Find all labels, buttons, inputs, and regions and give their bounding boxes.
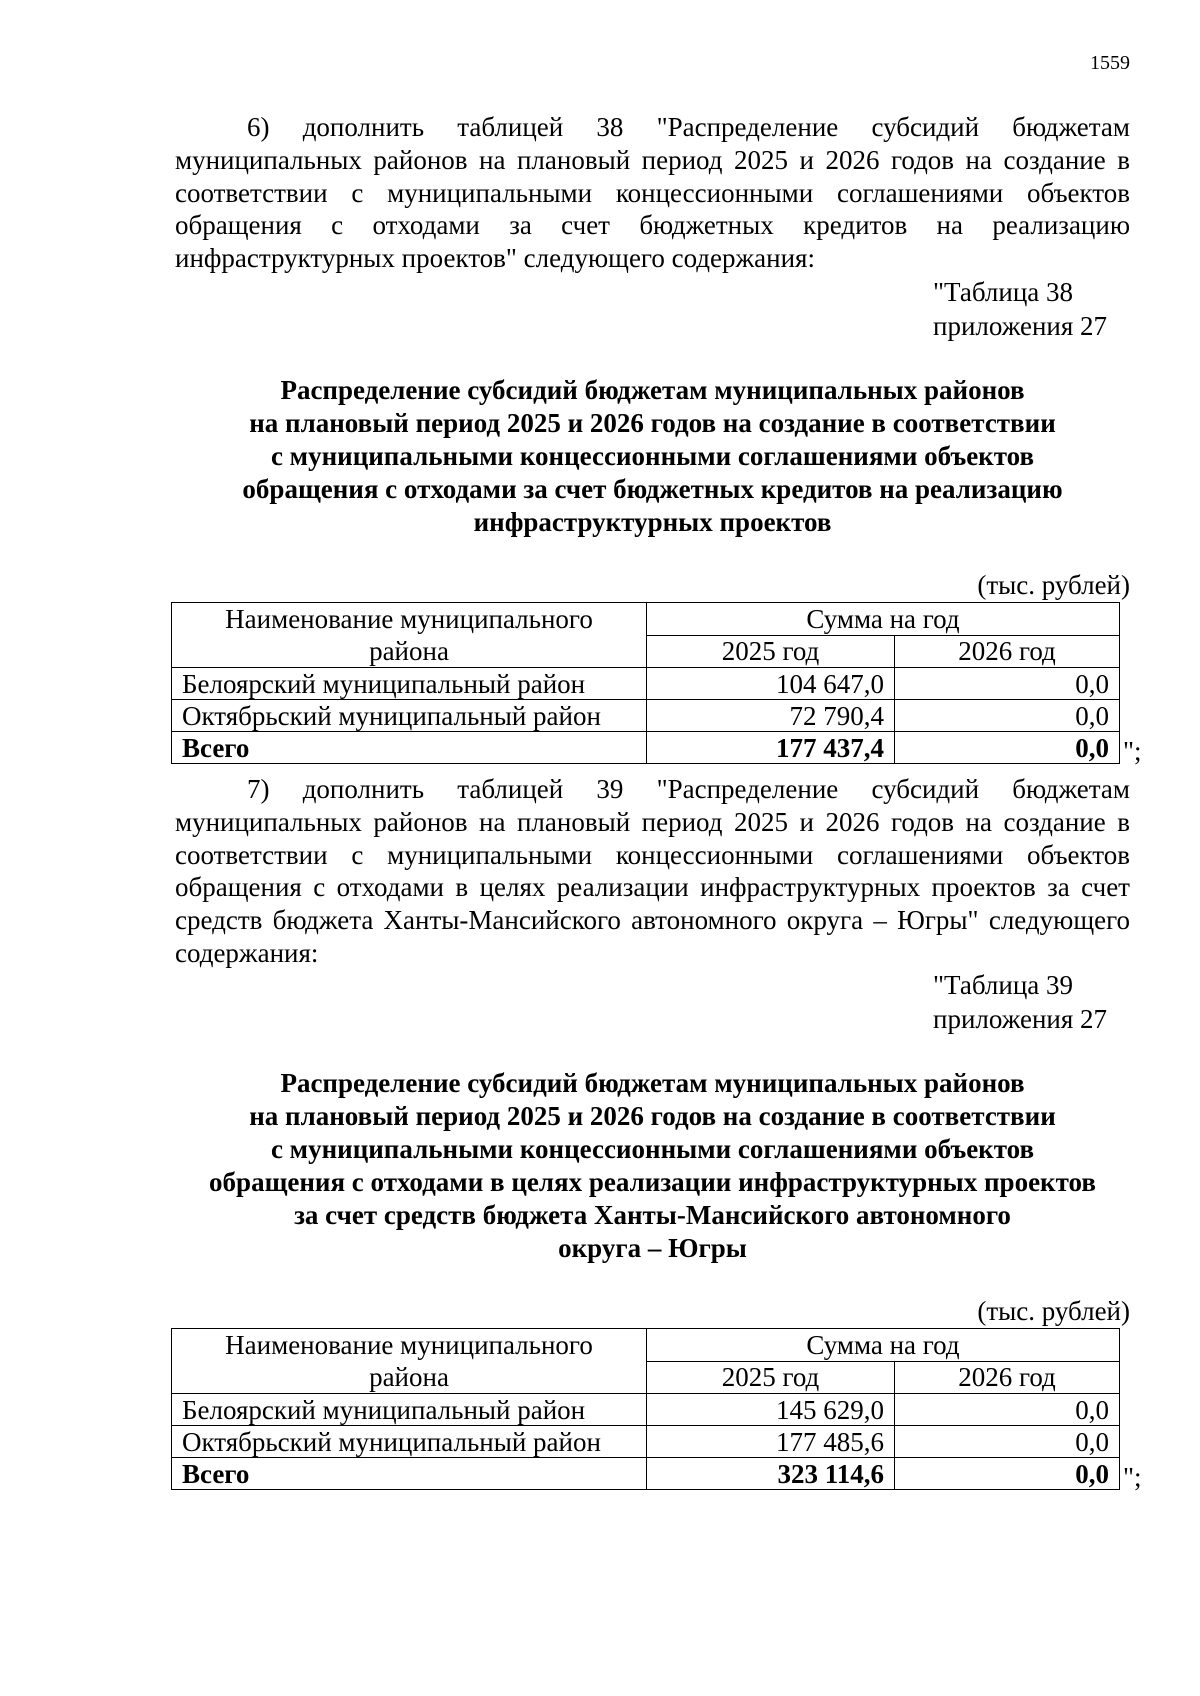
table-row bbox=[172, 1394, 1120, 1426]
district-name-cell: Белоярский муниципальный район bbox=[172, 1394, 647, 1426]
table38-title-line: Распределение субсидий бюджетам муниципальных районов bbox=[280, 375, 1025, 405]
table38-title-line: обращения с отходами за счет бюджетных кредитов на реализацию bbox=[242, 474, 1063, 504]
value-2026-cell: 0,0 bbox=[895, 668, 1120, 700]
item6-line: муниципальных районов на плановый период 2025 и 2026 годов на создание bbox=[175, 144, 1106, 175]
table-header-row bbox=[172, 603, 1120, 636]
table38-title-line: инфраструктурных проектов bbox=[473, 507, 832, 537]
item6-line: инфраструктурных проектов" следующего содержания: bbox=[175, 243, 815, 274]
table38-unit: (тыс. рублей) bbox=[977, 570, 1130, 600]
value-2026-cell: 0,0 bbox=[895, 700, 1120, 732]
district-name-cell: Октябрьский муниципальный район bbox=[172, 700, 647, 732]
item6-line: в соответствии с муниципальными концессионными соглашениями объектов bbox=[175, 144, 1130, 208]
table38-ref-line: приложения 27 bbox=[933, 311, 1108, 341]
table38-ref-line: "Таблица 38 bbox=[933, 277, 1073, 307]
page-number: 1559 bbox=[1090, 52, 1130, 74]
item7-line: следующего содержания: bbox=[175, 905, 1131, 968]
item7-line: в соответствии с муниципальными концессионными соглашениями объектов bbox=[175, 806, 1130, 870]
table-total-row bbox=[172, 732, 1120, 764]
table39-title-line: на плановый период 2025 и 2026 годов на создание в соответствии bbox=[249, 1101, 1056, 1131]
value-2025-cell: 177 485,6 bbox=[647, 1426, 895, 1458]
table38 bbox=[171, 602, 1120, 764]
total-2026-cell: 0,0 bbox=[895, 732, 1120, 764]
value-2026-cell: 0,0 bbox=[895, 1426, 1120, 1458]
total-label-cell: Всего bbox=[172, 1458, 647, 1490]
table39-title-line: за счет средств бюджета Ханты-Мансийского автономного bbox=[294, 1200, 1011, 1230]
table39-reference bbox=[933, 968, 1107, 1036]
table39-ref-line: "Таблица 39 bbox=[933, 970, 1073, 1000]
table-row bbox=[172, 668, 1120, 700]
table39-closing-quote: "; bbox=[1123, 1462, 1142, 1492]
value-2026-cell: 0,0 bbox=[895, 1394, 1120, 1426]
table39-unit: (тыс. рублей) bbox=[977, 1296, 1130, 1326]
total-2025-cell: 323 114,6 bbox=[647, 1458, 895, 1490]
header-name-cell: Наименование муниципального района bbox=[172, 603, 647, 668]
header-sum-cell: Сумма на год bbox=[647, 603, 1120, 636]
header-year-cell: 2026 год bbox=[895, 635, 1120, 668]
value-2025-cell: 72 790,4 bbox=[647, 700, 895, 732]
total-2025-cell: 177 437,4 bbox=[647, 732, 895, 764]
table-total-row bbox=[172, 1458, 1120, 1490]
district-name-cell: Белоярский муниципальный район bbox=[172, 668, 647, 700]
table39-title-line: с муниципальными концессионными соглашениями объектов bbox=[270, 1134, 1035, 1164]
value-2025-cell: 104 647,0 bbox=[647, 668, 895, 700]
item7-line: за счет средств бюджета Ханты-Мансийского автономного округа – Югры" bbox=[175, 872, 1130, 936]
table-row bbox=[172, 1426, 1120, 1458]
item7-paragraph bbox=[175, 773, 1130, 970]
header-year-cell: 2026 год bbox=[895, 1361, 1120, 1394]
table39-title-line: обращения с отходами в целях реализации инфраструктурных проектов bbox=[209, 1167, 1096, 1197]
table39-title-line: Распределение субсидий бюджетам муниципальных районов bbox=[280, 1068, 1025, 1098]
table-row bbox=[172, 700, 1120, 732]
item7-line: 7) дополнить таблицей 39 "Распределение субсидий бюджетам bbox=[247, 774, 1130, 804]
item6-line: 6) дополнить таблицей 38 "Распределение субсидий бюджетам bbox=[247, 112, 1130, 142]
item6-paragraph bbox=[175, 111, 1130, 275]
table38-reference bbox=[933, 275, 1107, 343]
total-2026-cell: 0,0 bbox=[895, 1458, 1120, 1490]
table38-closing-quote: "; bbox=[1123, 736, 1142, 766]
table39 bbox=[171, 1328, 1120, 1490]
header-sum-cell: Сумма на год bbox=[647, 1329, 1120, 1362]
item7-line: муниципальных районов на плановый период 2025 и 2026 годов на создание bbox=[175, 806, 1106, 837]
district-name-cell: Октябрьский муниципальный район bbox=[172, 1426, 647, 1458]
item6-line: обращения с отходами за счет бюджетных кредитов на реализацию bbox=[175, 210, 1130, 241]
total-label-cell: Всего bbox=[172, 732, 647, 764]
table39-title-line: округа – Югры bbox=[558, 1233, 747, 1263]
header-name-cell: Наименование муниципального района bbox=[172, 1329, 647, 1394]
table-header-row bbox=[172, 1329, 1120, 1362]
table38-title-line: на плановый период 2025 и 2026 годов на создание в соответствии bbox=[249, 408, 1056, 438]
header-year-cell: 2025 год bbox=[647, 635, 895, 668]
table38-title-line: с муниципальными концессионными соглашениями объектов bbox=[270, 441, 1035, 471]
table38-title bbox=[175, 374, 1130, 539]
item7-line: обращения с отходами в целях реализации инфраструктурных проектов bbox=[175, 872, 1036, 903]
table39-ref-line: приложения 27 bbox=[933, 1004, 1108, 1034]
table39-title bbox=[175, 1067, 1130, 1265]
header-year-cell: 2025 год bbox=[647, 1361, 895, 1394]
value-2025-cell: 145 629,0 bbox=[647, 1394, 895, 1426]
